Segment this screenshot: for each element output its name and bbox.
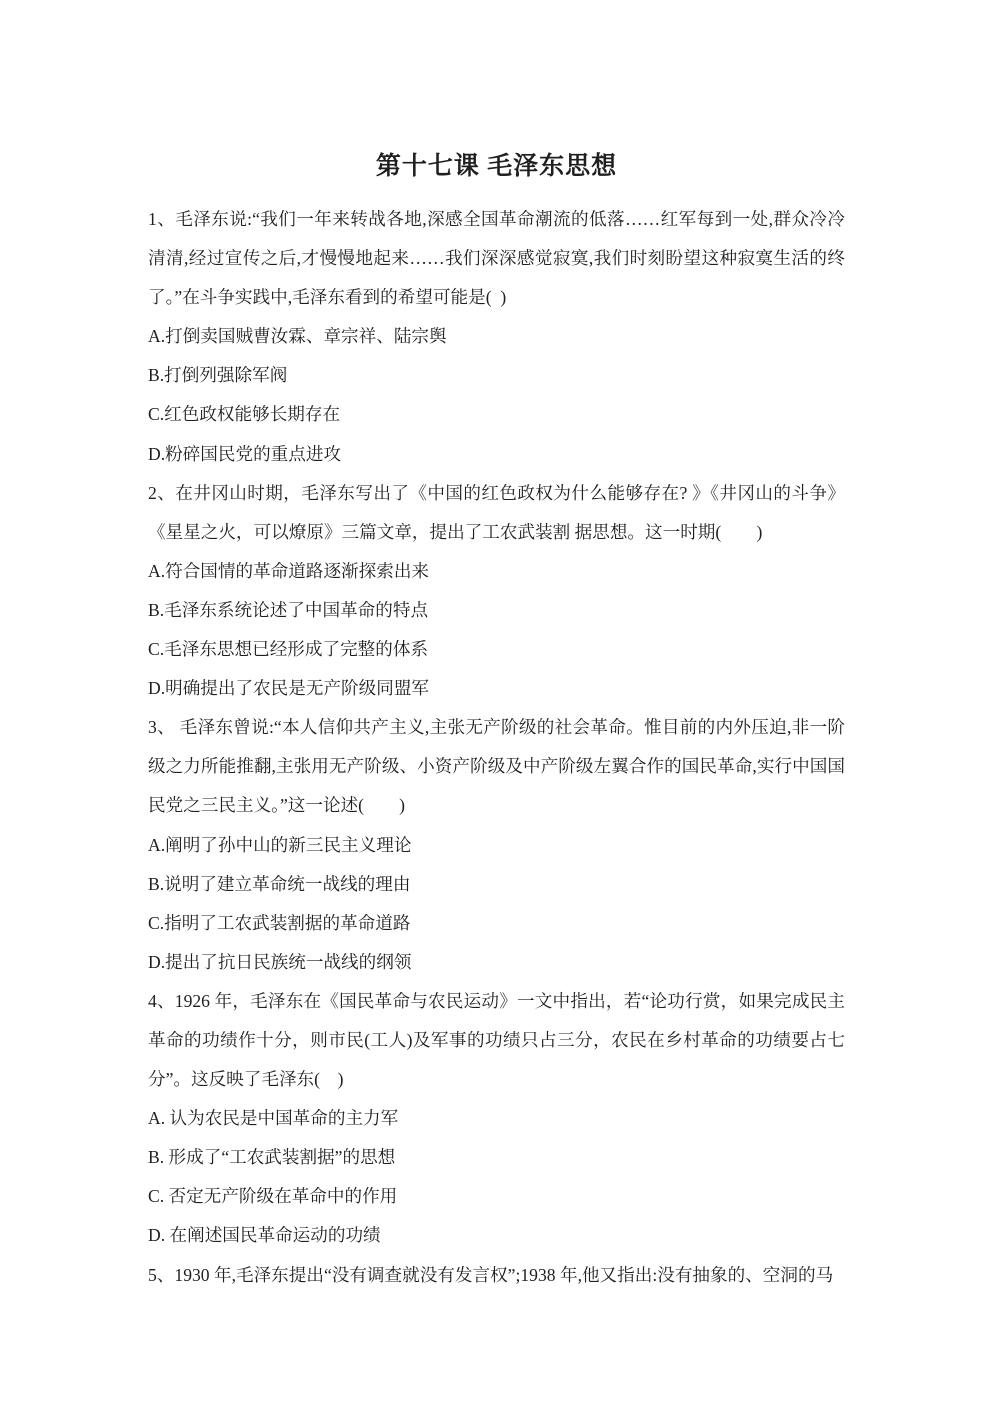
question-option: D. 在阐述国民革命运动的功绩 <box>148 1225 381 1246</box>
question-option: A.打倒卖国贼曹汝霖、章宗祥、陆宗舆 <box>148 326 447 347</box>
question-option: B.说明了建立革命统一战线的理由 <box>148 873 411 894</box>
question-stem: 3、 毛泽东曾说:“本人信仰共产主义,主张无产阶级的社会革命。惟目前的内外压迫,非一阶级之力所能推翻,主张用无产阶级、小资产阶级及中产阶级左翼合作的国民革命,实行中国国民党之三民主义。”这一论述( ) <box>148 717 845 816</box>
question-stem: 1、毛泽东说:“我们一年来转战各地,深感全国革命潮流的低落……红军每到一处,群众冷冷清清,经过宣传之后,才慢慢地起来……我们深深感觉寂寞,我们时刻盼望这种寂寞生活的终了。”在斗争实践中,毛泽东看到的希望可能是( ) <box>148 209 845 308</box>
question-option: C.指明了工农武装割据的革命道路 <box>148 912 411 933</box>
question-stem: 2、在井冈山时期，毛泽东写出了《中国的红色政权为什么能够存在? 》《井冈山的斗争》《星星之火，可以燎原》三篇文章，提出了工农武装割 据思想。这一时期( ) <box>148 482 845 542</box>
question-list <box>148 200 845 1295</box>
question-option: D.粉碎国民党的重点进攻 <box>148 443 342 464</box>
question-option: B. 形成了“工农武装割据”的思想 <box>148 1147 396 1168</box>
question-option: D.提出了抗日民族统一战线的纲领 <box>148 951 412 972</box>
question-option: B.打倒列强除军阀 <box>148 365 288 386</box>
question-option: A. 认为农民是中国革命的主力军 <box>148 1108 399 1129</box>
question-option: B.毛泽东系统论述了中国革命的特点 <box>148 599 429 620</box>
question-option: A.符合国情的革命道路逐渐探索出来 <box>148 560 430 581</box>
question-stem: 4、1926 年，毛泽东在《国民革命与农民运动》一文中指出，若“论功行赏，如果完成民主革命的功绩作十分，则市民(工人)及军事的功绩只占三分，农民在乡村革命的功绩要占七分”。这反映了毛泽东( ) <box>148 990 845 1090</box>
question-option: C.毛泽东思想已经形成了完整的体系 <box>148 639 429 660</box>
page-title: 第十七课 毛泽东思想 <box>375 153 618 180</box>
question-option: C.红色政权能够长期存在 <box>148 404 341 425</box>
question-option: A.阐明了孙中山的新三民主义理论 <box>148 834 412 855</box>
question-stem: 5、1930 年,毛泽东提出“没有调查就没有发言权”;1938 年,他又指出:没有抽象的、空洞的马 <box>148 1264 834 1285</box>
question-option: D.明确提出了农民是无产阶级同盟军 <box>148 678 430 699</box>
question-option: C. 否定无产阶级在革命中的作用 <box>148 1186 398 1207</box>
